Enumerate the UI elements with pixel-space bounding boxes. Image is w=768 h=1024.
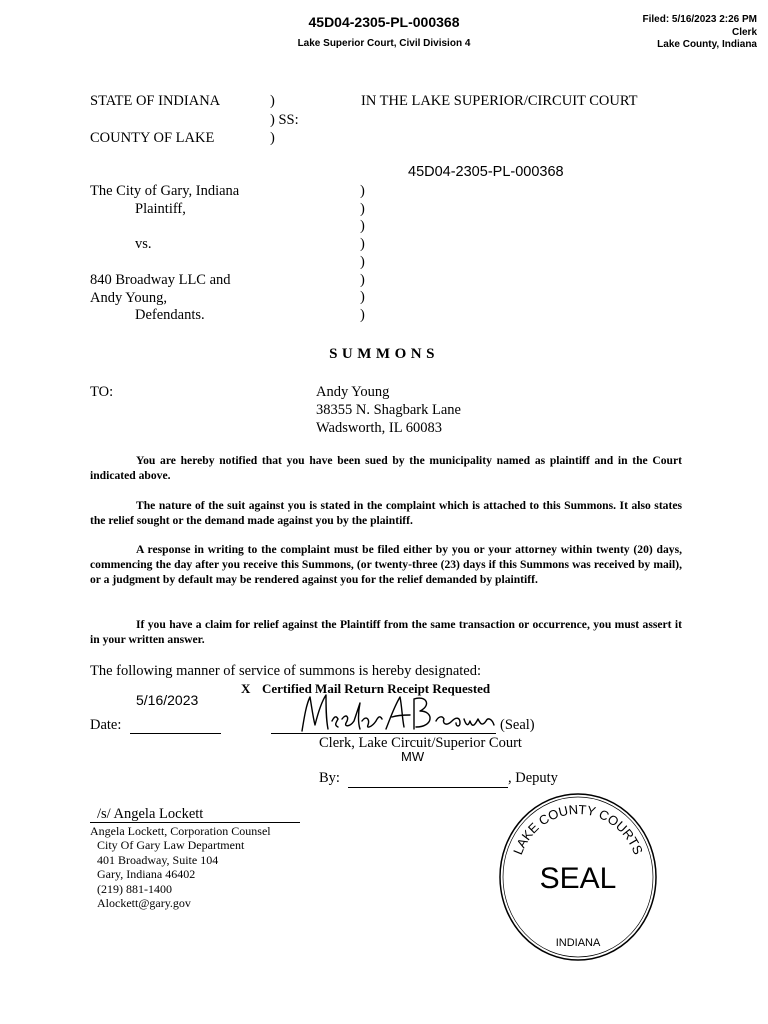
clerk-signature-image	[296, 691, 496, 737]
attorney-e-signature: /s/ Angela Lockett	[97, 806, 204, 822]
attorney-signature-line	[90, 822, 300, 823]
notice-paragraph-3	[90, 543, 682, 587]
attorney-phone: (219) 881-1400	[97, 882, 172, 896]
clerk-initials: MW	[401, 749, 425, 764]
plaintiff-name: The City of Gary, Indiana	[90, 183, 240, 199]
court-caption: IN THE LAKE SUPERIOR/CIRCUIT COURT	[361, 93, 638, 109]
case-number-field: 45D04-2305-PL-000368	[408, 164, 564, 180]
venue-county: COUNTY OF LAKE	[90, 130, 215, 146]
versus-label: vs.	[135, 236, 152, 252]
filed-datetime: Filed: 5/16/2023 2:26 PM	[642, 14, 757, 25]
service-designation: The following manner of service of summons is hereby designated:	[90, 663, 481, 679]
seal-label: (Seal)	[500, 717, 535, 733]
case-number-header: 45D04-2305-PL-000368	[308, 14, 460, 30]
court-name-header: Lake Superior Court, Civil Division 4	[297, 38, 471, 49]
service-method: Certified Mail Return Receipt Requested	[262, 681, 491, 696]
caption-paren: )	[360, 289, 365, 306]
attorney-city: Gary, Indiana 46402	[97, 867, 196, 881]
notice-paragraph-2	[90, 499, 682, 529]
defendant-line-1: 840 Broadway LLC and	[90, 272, 231, 288]
plaintiff-label: Plaintiff,	[135, 201, 186, 217]
notice-paragraph-1	[90, 454, 682, 484]
defendant-label: Defendants.	[135, 307, 205, 323]
caption-paren: )	[360, 271, 365, 288]
service-mark: X	[241, 681, 251, 696]
caption-paren: )	[360, 218, 365, 235]
date-value: 5/16/2023	[136, 692, 199, 708]
notice-paragraph-2-text: The nature of the suit against you is stated in the complaint which is attached to this Summons. It also states the relief sought or the demand made against you by the plaintiff.	[90, 499, 682, 527]
seal-top-text: LAKE COUNTY COURTS	[510, 801, 646, 857]
recipient-city: Wadsworth, IL 60083	[316, 420, 442, 436]
deputy-signature-line	[348, 787, 508, 788]
court-seal-image	[496, 786, 660, 964]
defendant-line-2: Andy Young,	[90, 290, 167, 306]
filed-stamp	[642, 14, 757, 52]
date-label: Date:	[90, 717, 122, 733]
deputy-label: , Deputy	[508, 770, 558, 786]
venue-state: STATE OF INDIANA	[90, 93, 221, 109]
caption-paren: )	[360, 306, 365, 323]
caption-paren: )	[360, 253, 365, 270]
filed-clerk: Clerk	[731, 26, 757, 38]
to-label: TO:	[90, 384, 114, 400]
notice-paragraph-4	[90, 618, 682, 648]
caption-paren: )	[360, 200, 365, 217]
seal-bottom-text: INDIANA	[555, 937, 601, 949]
filed-county: Lake County, Indiana	[657, 39, 757, 50]
by-label: By:	[319, 770, 340, 786]
notice-paragraph-4-text: If you have a claim for relief against the Plaintiff from the same transaction or occurrence, you must assert it in your written answer.	[90, 618, 682, 646]
attorney-office: City Of Gary Law Department	[97, 838, 245, 852]
clerk-title: Clerk, Lake Circuit/Superior Court	[319, 735, 522, 751]
attorney-street: 401 Broadway, Suite 104	[97, 853, 219, 867]
venue-paren-1: )	[270, 93, 275, 109]
attorney-name-line: Angela Lockett, Corporation Counsel	[90, 824, 271, 838]
caption-paren-column	[360, 183, 372, 325]
date-line	[130, 733, 221, 734]
notice-paragraph-1-text: You are hereby notified that you have been sued by the municipality named as plaintiff and in the Court indicated above.	[90, 454, 682, 482]
venue-paren-3: )	[270, 130, 275, 146]
summons-title: SUMMONS	[329, 346, 439, 362]
notice-paragraph-3-text: A response in writing to the complaint must be filed either by you or your attorney within twenty (20) days, commencing the day after you receive this Summons, (or twenty-three (23) days if this Summons was received by mail), or a judgment by default may be rendered against you for the relief demanded by plaintiff.	[90, 543, 682, 586]
caption-paren: )	[360, 183, 365, 199]
recipient-street: 38355 N. Shagbark Lane	[316, 402, 461, 418]
attorney-email: Alockett@gary.gov	[97, 896, 191, 910]
caption-paren: )	[360, 236, 365, 253]
recipient-name: Andy Young	[316, 384, 390, 400]
venue-ss: ) SS:	[270, 112, 299, 128]
seal-center-text: SEAL	[539, 862, 617, 895]
